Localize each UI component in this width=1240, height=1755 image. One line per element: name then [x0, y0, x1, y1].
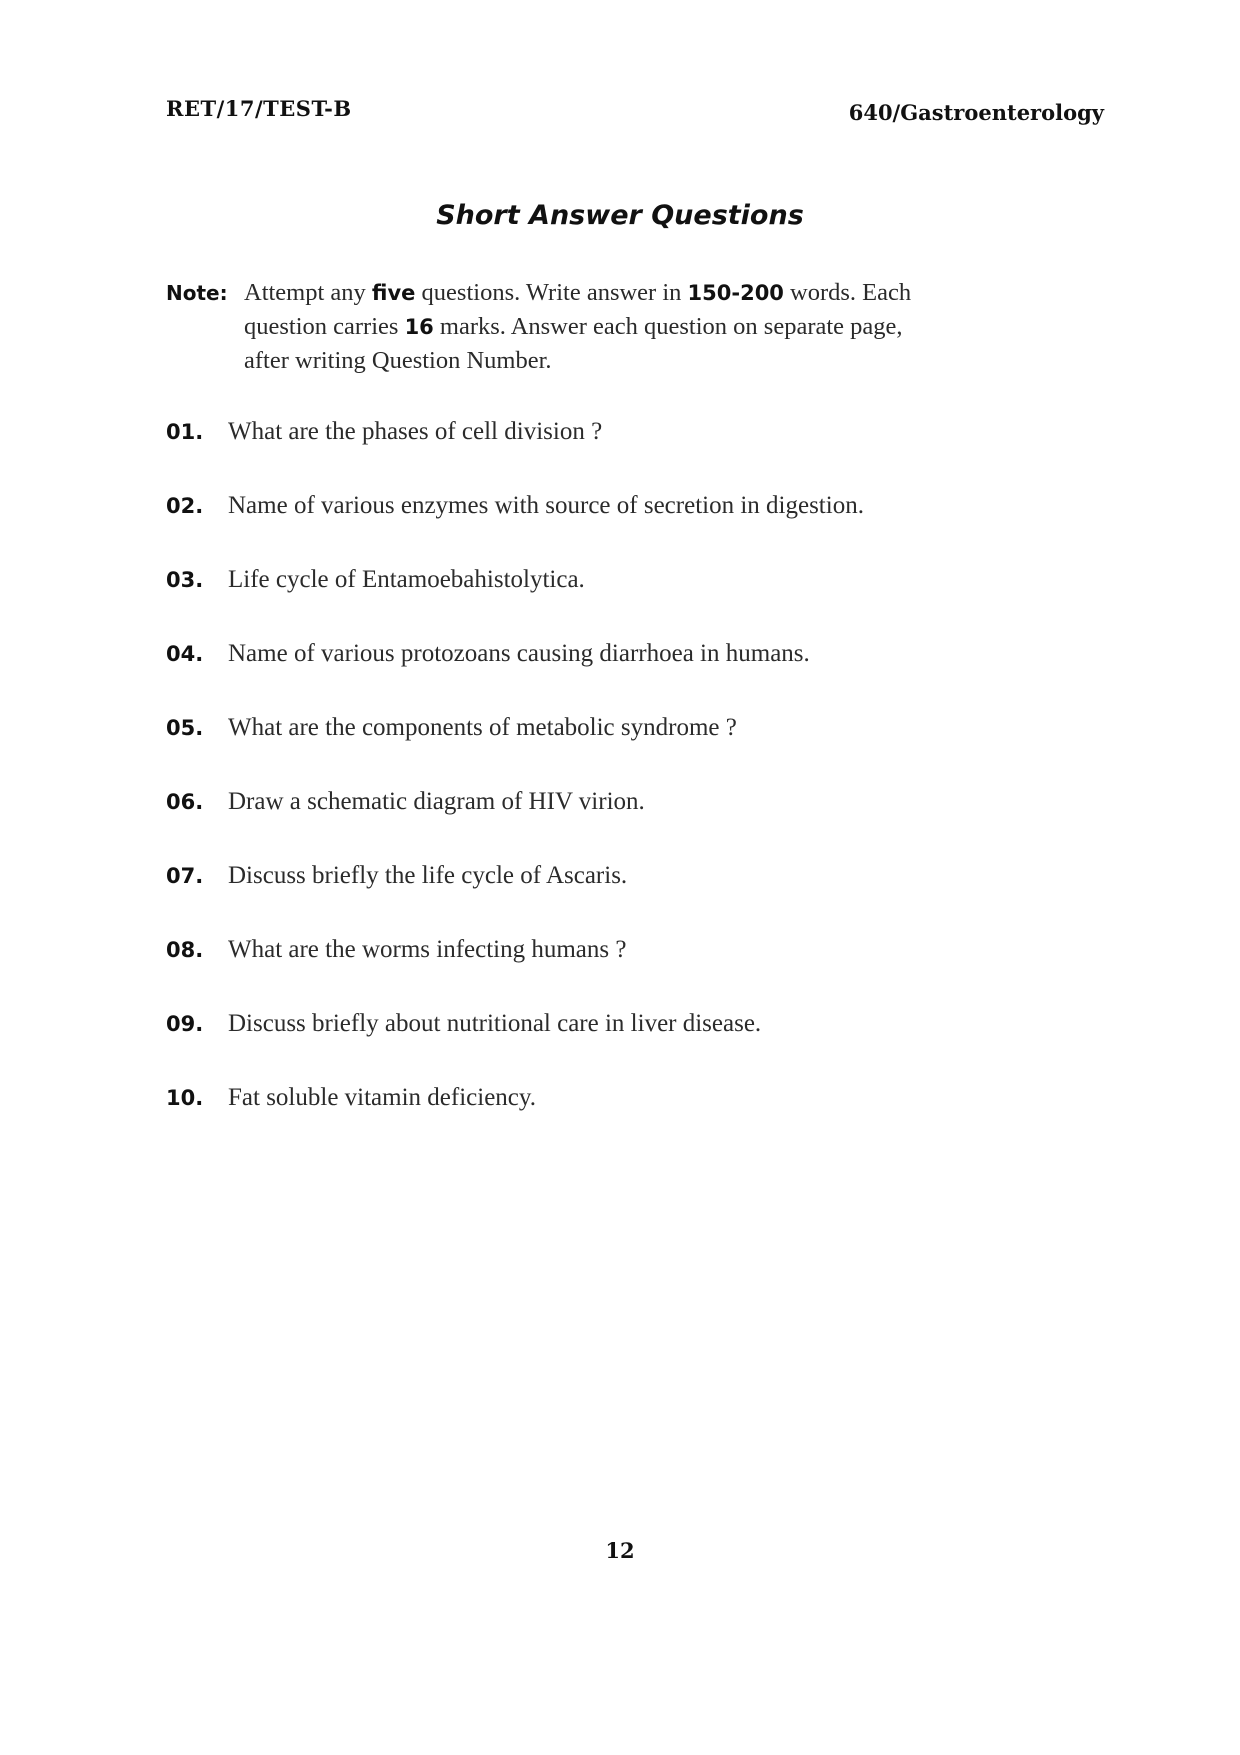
question-number: 10.: [166, 1086, 204, 1110]
question-list: [166, 418, 1116, 1158]
question-item: [166, 936, 1116, 1010]
page-number: 12: [605, 1538, 635, 1563]
question-number: 01.: [166, 420, 204, 444]
note-text-segment: marks. Answer each question on separate page,: [433, 313, 903, 340]
question-text: Name of various enzymes with source of secretion in digestion.: [228, 492, 864, 519]
question-number: 07.: [166, 864, 204, 888]
note-line-1: [244, 279, 911, 306]
question-number: 06.: [166, 790, 204, 814]
question-number: 02.: [166, 494, 204, 518]
question-number: 05.: [166, 716, 204, 740]
note-text-segment: question carries: [244, 313, 405, 340]
instructions-note: [166, 276, 1116, 378]
question-text: What are the components of metabolic syndrome ?: [228, 714, 737, 741]
question-item: [166, 640, 1116, 714]
question-item: [166, 1084, 1116, 1158]
note-line-3: after writing Question Number.: [244, 347, 552, 374]
question-item: [166, 492, 1116, 566]
question-item: [166, 418, 1116, 492]
question-item: [166, 862, 1116, 936]
note-label: Note:: [166, 281, 228, 305]
paper-code: RET/17/TEST-B: [166, 96, 352, 121]
note-bold-marks: 16: [404, 315, 434, 339]
question-text: What are the phases of cell division ?: [228, 418, 603, 445]
question-item: [166, 714, 1116, 788]
section-title: Short Answer Questions: [436, 200, 804, 231]
question-number: 04.: [166, 642, 204, 666]
question-text: Draw a schematic diagram of HIV virion.: [228, 788, 645, 815]
note-line-2: [166, 310, 1116, 344]
note-text-segment: questions. Write answer in: [415, 279, 688, 306]
question-item: [166, 566, 1116, 640]
subject-code: 640/Gastroenterology: [848, 100, 1104, 125]
question-item: [166, 1010, 1116, 1084]
note-bold-five: five: [371, 281, 416, 305]
question-text: Discuss briefly about nutritional care in liver disease.: [228, 1010, 762, 1037]
question-text: Fat soluble vitamin deficiency.: [228, 1084, 537, 1111]
note-text-segment: words. Each: [783, 279, 912, 306]
question-number: 08.: [166, 938, 204, 962]
question-text: Life cycle of Entamoebahistolytica.: [228, 566, 585, 593]
question-text: Name of various protozoans causing diarrhoea in humans.: [228, 640, 810, 667]
question-text: Discuss briefly the life cycle of Ascaris.: [228, 862, 628, 889]
question-text: What are the worms infecting humans ?: [228, 936, 627, 963]
question-number: 03.: [166, 568, 204, 592]
note-bold-word-range: 150-200: [687, 281, 784, 305]
note-text-segment: Attempt any: [244, 279, 372, 306]
question-number: 09.: [166, 1012, 204, 1036]
question-item: [166, 788, 1116, 862]
